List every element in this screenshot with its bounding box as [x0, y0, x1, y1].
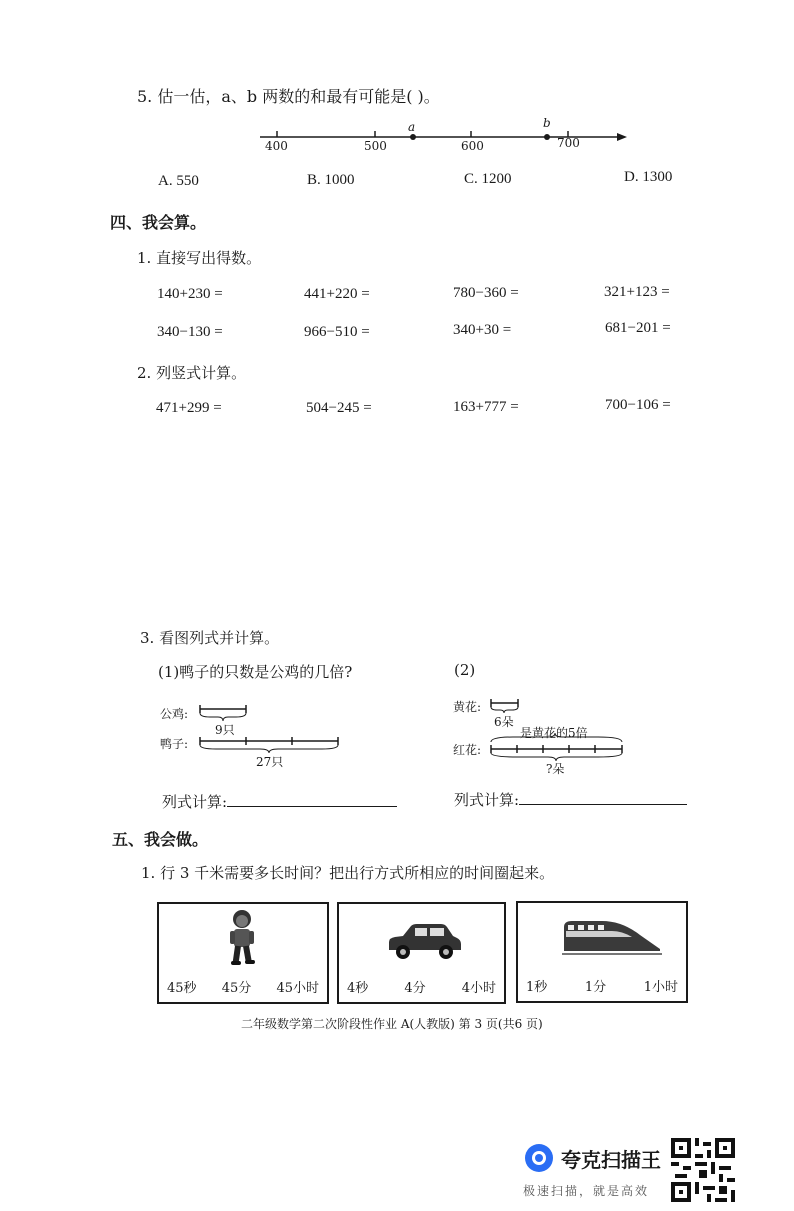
sub-1-title: (1)鸭子的只数是公鸡的几倍? [158, 663, 353, 681]
train-option-hours[interactable]: 1小时 [643, 980, 678, 995]
calc-1-3: 780−360 = [453, 285, 519, 301]
section-5-title: 五、我会做。 [112, 830, 209, 849]
rooster-label: 公鸡: [160, 707, 189, 721]
train-option-minutes[interactable]: 1分 [584, 980, 607, 995]
option-d[interactable]: D. 1300 [624, 169, 673, 185]
vert-calc-4: 700−106 = [605, 397, 671, 413]
calc-2-3: 340+30 = [453, 322, 512, 338]
tick-700: 700 [557, 136, 580, 150]
calc-2-1: 340−130 = [157, 324, 223, 340]
tick-600: 600 [461, 139, 484, 153]
car-option-minutes[interactable]: 4分 [404, 981, 426, 996]
qr-code-icon[interactable] [671, 1138, 735, 1202]
rooster-value: 9只 [215, 723, 235, 737]
sub-2-title: (2) [454, 661, 476, 679]
yellow-flower-value: 6朵 [494, 715, 514, 729]
answer-1-label: 列式计算: [162, 791, 397, 812]
point-b-dot [544, 134, 550, 140]
calc-2-4: 681−201 = [605, 320, 671, 336]
walk-option-seconds[interactable]: 45秒 [167, 981, 197, 996]
car-icon [383, 922, 463, 962]
car-option-hours[interactable]: 4小时 [461, 981, 496, 996]
vert-calc-3: 163+777 = [453, 399, 519, 415]
brand-name: 夸克扫描王 [561, 1148, 661, 1172]
car-option-seconds[interactable]: 4秒 [347, 981, 369, 996]
point-a-label: a [408, 120, 416, 134]
calc-1-2: 441+220 = [304, 286, 370, 302]
car-box [337, 902, 506, 1004]
walking-boy-icon [225, 908, 259, 968]
answer-2-label: 列式计算: [454, 789, 687, 810]
q5-stem: 5. 估一估，a、b 两数的和最有可能是( )。 [137, 87, 440, 106]
answer-2-blank[interactable] [519, 790, 687, 805]
point-b-label: b [543, 116, 551, 130]
calc-1-4: 321+123 = [604, 284, 670, 300]
yellow-flower-label: 黄花: [453, 700, 482, 714]
vert-calc-1: 471+299 = [156, 400, 222, 416]
duck-label: 鸭子: [160, 737, 189, 751]
calc-2-2: 966−510 = [304, 324, 370, 340]
red-flower-label: 红花: [453, 743, 482, 757]
page-footer: 二年级数学第二次阶段性作业 A(人教版) 第 3 页(共6 页) [241, 1017, 543, 1031]
duck-value: 27只 [256, 755, 284, 769]
walk-option-minutes[interactable]: 45分 [221, 981, 252, 996]
tick-400: 400 [265, 139, 288, 153]
red-flower-value: ?朵 [546, 762, 565, 776]
option-c[interactable]: C. 1200 [464, 171, 512, 187]
part-2-title: 2. 列竖式计算。 [137, 364, 247, 382]
tick-500: 500 [364, 139, 387, 153]
five-times-note: 是黄花的5倍 [520, 726, 588, 740]
train-box [516, 901, 688, 1003]
section-5-part-1-title: 1. 行 3 千米需要多长时间？把出行方式所相应的时间圈起来。 [141, 864, 555, 882]
answer-1-blank[interactable] [227, 792, 397, 807]
option-a[interactable]: A. 550 [158, 173, 199, 189]
high-speed-train-icon [562, 917, 662, 957]
option-b[interactable]: B. 1000 [307, 172, 355, 188]
walking-box [157, 902, 329, 1004]
part-3-title: 3. 看图列式并计算。 [140, 629, 280, 647]
section-4-title: 四、我会算。 [110, 213, 207, 232]
calc-1-1: 140+230 = [157, 286, 223, 302]
train-option-seconds[interactable]: 1秒 [526, 980, 548, 995]
point-a-dot [410, 134, 416, 140]
brand-slogan: 极速扫描，就是高效 [523, 1184, 650, 1198]
walk-option-hours[interactable]: 45小时 [276, 981, 319, 996]
quark-logo-icon [523, 1142, 555, 1174]
vert-calc-2: 504−245 = [306, 400, 372, 416]
part-1-title: 1. 直接写出得数。 [137, 249, 262, 267]
